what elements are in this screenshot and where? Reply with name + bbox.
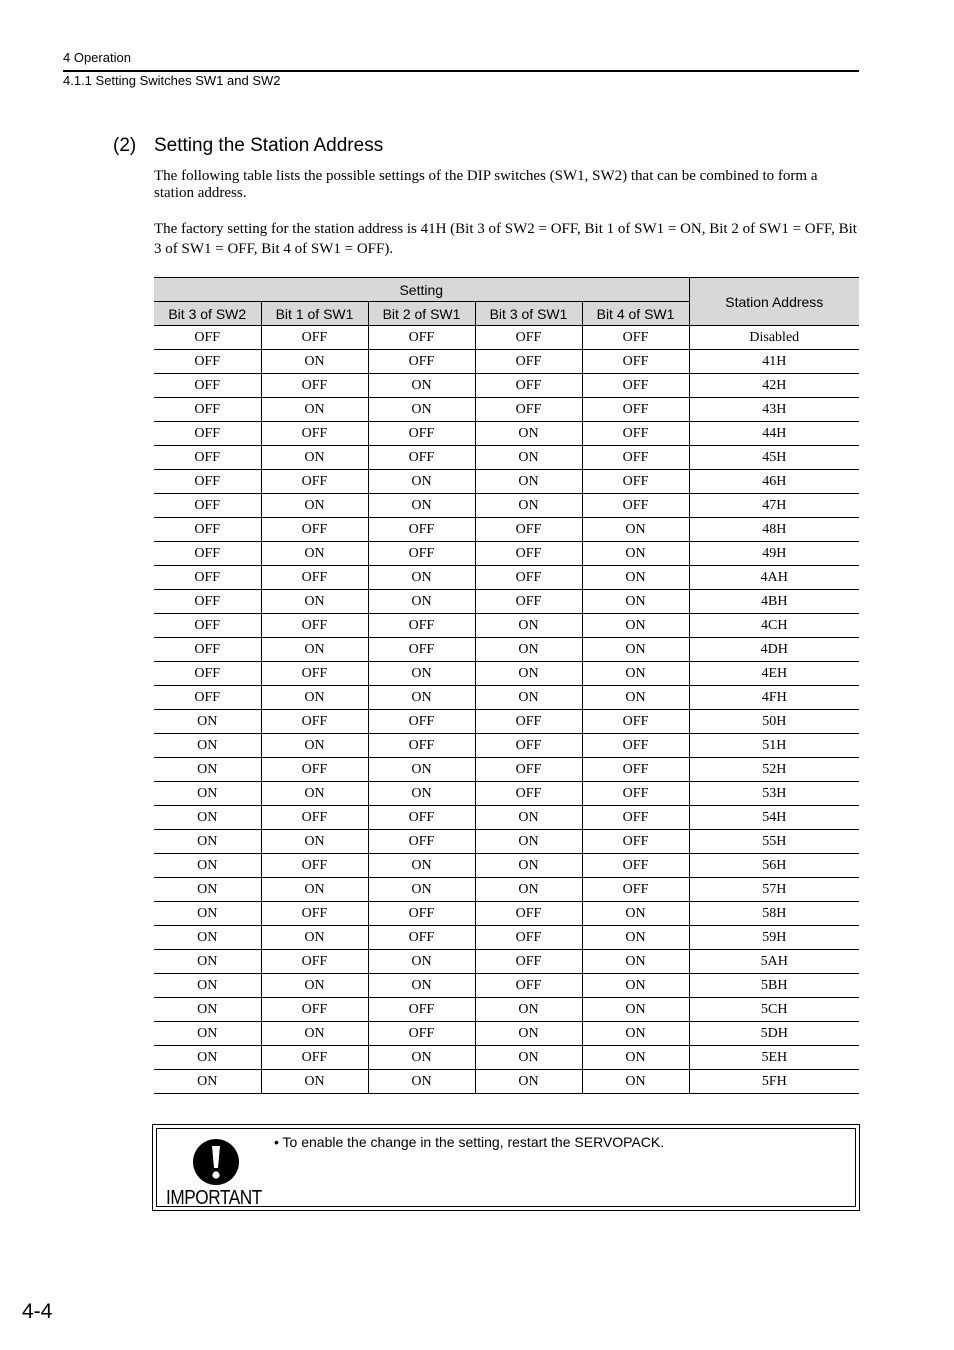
switch-state-cell: ON [261,878,368,902]
switch-state-cell: ON [154,878,261,902]
table-body [154,326,859,1094]
switch-state-cell: ON [154,1022,261,1046]
switch-state-cell: OFF [582,806,689,830]
switch-state-cell: ON [582,998,689,1022]
running-header-section: 4.1.1 Setting Switches SW1 and SW2 [63,73,281,88]
station-address-header: Station Address [689,278,859,326]
table-row [154,686,859,710]
column-header: Bit 3 of SW2 [154,302,261,326]
switch-state-cell: OFF [582,710,689,734]
switch-state-cell: ON [368,1070,475,1094]
intro-paragraph: The following table lists the possible settings of the DIP switches (SW1, SW2) that can be combined to form a station address. [154,168,818,201]
important-notice [152,1124,860,1211]
switch-state-cell: OFF [582,446,689,470]
switch-state-cell: ON [475,998,582,1022]
switch-state-cell: ON [261,590,368,614]
switch-state-cell: ON [154,998,261,1022]
table-row [154,830,859,854]
exclamation-icon [193,1139,239,1185]
table-row [154,710,859,734]
table-row [154,782,859,806]
switch-state-cell: ON [475,806,582,830]
switch-state-cell: OFF [154,638,261,662]
switch-state-cell: OFF [261,374,368,398]
table-row [154,446,859,470]
switch-state-cell: ON [154,782,261,806]
station-address-cell: 4AH [689,566,859,590]
switch-state-cell: OFF [261,998,368,1022]
switch-state-cell: OFF [368,542,475,566]
switch-state-cell: OFF [475,518,582,542]
table-row [154,542,859,566]
switch-state-cell: ON [154,974,261,998]
switch-state-cell: OFF [154,398,261,422]
switch-state-cell: OFF [368,446,475,470]
switch-state-cell: OFF [154,542,261,566]
station-address-cell: 55H [689,830,859,854]
switch-state-cell: ON [368,974,475,998]
switch-state-cell: ON [261,446,368,470]
switch-state-cell: ON [475,638,582,662]
station-address-cell: 52H [689,758,859,782]
switch-state-cell: ON [368,566,475,590]
table-row [154,422,859,446]
switch-state-cell: OFF [261,422,368,446]
table-row [154,950,859,974]
switch-state-cell: OFF [154,494,261,518]
header-rule [63,70,859,72]
switch-state-cell: ON [261,1070,368,1094]
switch-state-cell: OFF [582,758,689,782]
station-address-cell: 59H [689,926,859,950]
switch-state-cell: OFF [582,398,689,422]
switch-state-cell: ON [154,830,261,854]
switch-state-cell: ON [154,734,261,758]
switch-state-cell: ON [261,734,368,758]
station-address-table [154,277,859,1094]
switch-state-cell: OFF [154,662,261,686]
column-header: Bit 4 of SW1 [582,302,689,326]
switch-state-cell: ON [475,830,582,854]
switch-state-cell: OFF [368,614,475,638]
table-row [154,974,859,998]
switch-state-cell: ON [475,494,582,518]
station-address-cell: 42H [689,374,859,398]
table-row [154,1046,859,1070]
table-row [154,998,859,1022]
table-row [154,1070,859,1094]
switch-state-cell: OFF [475,926,582,950]
switch-state-cell: OFF [582,878,689,902]
switch-state-cell: OFF [368,998,475,1022]
station-address-cell: 51H [689,734,859,758]
table-row [154,1022,859,1046]
switch-state-cell: OFF [261,806,368,830]
station-address-cell: 47H [689,494,859,518]
switch-state-cell: ON [261,1022,368,1046]
switch-state-cell: OFF [582,830,689,854]
table-row [154,494,859,518]
table-row [154,902,859,926]
switch-state-cell: ON [582,1022,689,1046]
switch-state-cell: ON [582,1070,689,1094]
switch-state-cell: ON [368,878,475,902]
section-heading [113,135,383,157]
switch-state-cell: OFF [261,662,368,686]
switch-state-cell: ON [582,518,689,542]
switch-state-cell: OFF [582,374,689,398]
switch-state-cell: OFF [475,350,582,374]
switch-state-cell: ON [261,926,368,950]
switch-state-cell: OFF [261,614,368,638]
switch-state-cell: ON [154,854,261,878]
switch-state-cell: OFF [475,566,582,590]
switch-state-cell: ON [582,662,689,686]
table-row [154,518,859,542]
switch-state-cell: OFF [368,326,475,350]
switch-state-cell: OFF [475,326,582,350]
station-address-cell: 48H [689,518,859,542]
switch-state-cell: ON [475,686,582,710]
switch-state-cell: ON [261,398,368,422]
switch-state-cell: OFF [154,566,261,590]
station-address-cell: 49H [689,542,859,566]
switch-state-cell: ON [582,974,689,998]
switch-state-cell: ON [154,758,261,782]
station-address-cell: 5CH [689,998,859,1022]
switch-state-cell: OFF [475,398,582,422]
switch-state-cell: ON [475,1070,582,1094]
switch-state-cell: OFF [582,350,689,374]
page-number: 4-4 [22,1300,53,1323]
switch-state-cell: ON [154,710,261,734]
switch-state-cell: OFF [154,518,261,542]
table-row [154,590,859,614]
switch-state-cell: OFF [475,758,582,782]
switch-state-cell: ON [154,902,261,926]
table-row [154,638,859,662]
station-address-cell: 50H [689,710,859,734]
station-address-cell: 5BH [689,974,859,998]
important-label: IMPORTANT [166,1187,262,1209]
switch-state-cell: OFF [368,926,475,950]
table-row [154,758,859,782]
switch-state-cell: ON [368,374,475,398]
table-row [154,374,859,398]
switch-state-cell: OFF [475,734,582,758]
switch-state-cell: ON [368,470,475,494]
switch-state-cell: ON [261,350,368,374]
switch-state-cell: OFF [154,350,261,374]
switch-state-cell: OFF [261,950,368,974]
switch-state-cell: OFF [582,326,689,350]
switch-state-cell: ON [154,1046,261,1070]
station-address-cell: 5EH [689,1046,859,1070]
switch-state-cell: OFF [475,782,582,806]
switch-state-cell: OFF [261,854,368,878]
switch-state-cell: OFF [154,470,261,494]
switch-state-cell: ON [261,830,368,854]
switch-state-cell: ON [368,782,475,806]
switch-state-cell: ON [475,662,582,686]
switch-state-cell: OFF [154,326,261,350]
switch-state-cell: OFF [261,1046,368,1070]
switch-state-cell: OFF [368,902,475,926]
station-address-cell: 5FH [689,1070,859,1094]
switch-state-cell: OFF [154,422,261,446]
switch-state-cell: OFF [154,590,261,614]
station-address-cell: 5AH [689,950,859,974]
station-address-cell: 4CH [689,614,859,638]
switch-state-cell: ON [368,758,475,782]
switch-state-cell: ON [475,614,582,638]
station-address-cell: 41H [689,350,859,374]
switch-state-cell: OFF [261,518,368,542]
switch-state-cell: OFF [368,734,475,758]
switch-state-cell: OFF [582,494,689,518]
switch-state-cell: OFF [368,1022,475,1046]
column-header: Bit 1 of SW1 [261,302,368,326]
switch-state-cell: OFF [261,326,368,350]
switch-state-cell: ON [475,1022,582,1046]
switch-state-cell: OFF [368,806,475,830]
station-address-cell: 4EH [689,662,859,686]
station-address-cell: 56H [689,854,859,878]
switch-state-cell: ON [475,446,582,470]
station-address-cell: 4DH [689,638,859,662]
switch-state-cell: OFF [261,758,368,782]
table-row [154,326,859,350]
station-address-cell: 58H [689,902,859,926]
switch-state-cell: OFF [261,902,368,926]
switch-state-cell: ON [582,590,689,614]
switch-state-cell: OFF [475,950,582,974]
station-address-cell: 53H [689,782,859,806]
switch-state-cell: ON [475,854,582,878]
station-address-cell: 4BH [689,590,859,614]
switch-state-cell: ON [368,662,475,686]
switch-state-cell: OFF [261,566,368,590]
switch-state-cell: ON [582,614,689,638]
switch-state-cell: ON [261,686,368,710]
switch-state-cell: ON [582,950,689,974]
table-row [154,926,859,950]
station-address-cell: 43H [689,398,859,422]
switch-state-cell: OFF [368,830,475,854]
switch-state-cell: OFF [154,614,261,638]
switch-state-cell: ON [475,422,582,446]
table-row [154,350,859,374]
table-row [154,566,859,590]
section-title: Setting the Station Address [154,135,384,156]
table-row [154,734,859,758]
switch-state-cell: ON [582,1046,689,1070]
switch-state-cell: OFF [582,422,689,446]
important-notice-inner-frame [156,1128,856,1207]
switch-state-cell: ON [475,878,582,902]
switch-state-cell: ON [582,902,689,926]
switch-state-cell: OFF [368,710,475,734]
switch-state-cell: ON [368,590,475,614]
column-header: Bit 2 of SW1 [368,302,475,326]
station-address-cell: Disabled [689,326,859,350]
switch-state-cell: ON [154,926,261,950]
table-row [154,854,859,878]
switch-state-cell: ON [368,854,475,878]
station-address-cell: 5DH [689,1022,859,1046]
running-header-chapter: 4 Operation [63,50,131,65]
switch-state-cell: OFF [368,350,475,374]
station-address-cell: 46H [689,470,859,494]
switch-state-cell: OFF [582,734,689,758]
switch-state-cell: ON [582,638,689,662]
switch-state-cell: ON [261,542,368,566]
switch-state-cell: ON [582,686,689,710]
station-address-cell: 57H [689,878,859,902]
switch-state-cell: ON [154,1070,261,1094]
setting-group-header: Setting [154,278,689,302]
section-number: (2) [113,135,137,156]
switch-state-cell: OFF [475,902,582,926]
switch-state-cell: OFF [475,542,582,566]
switch-state-cell: OFF [475,974,582,998]
switch-state-cell: ON [261,974,368,998]
station-address-cell: 54H [689,806,859,830]
switch-state-cell: ON [261,638,368,662]
switch-state-cell: OFF [582,854,689,878]
switch-state-cell: ON [475,470,582,494]
switch-state-cell: OFF [154,446,261,470]
switch-state-cell: ON [582,566,689,590]
table-row [154,662,859,686]
switch-state-cell: ON [261,782,368,806]
switch-state-cell: ON [368,494,475,518]
switch-state-cell: OFF [261,710,368,734]
switch-state-cell: ON [475,1046,582,1070]
switch-state-cell: ON [368,950,475,974]
important-text: • To enable the change in the setting, restart the SERVOPACK. [274,1134,665,1150]
switch-state-cell: OFF [582,782,689,806]
switch-state-cell: ON [368,1046,475,1070]
table-row [154,398,859,422]
station-address-cell: 4FH [689,686,859,710]
switch-state-cell: OFF [368,518,475,542]
switch-state-cell: OFF [154,686,261,710]
switch-state-cell: OFF [368,422,475,446]
station-address-cell: 44H [689,422,859,446]
switch-state-cell: OFF [475,590,582,614]
switch-state-cell: OFF [475,710,582,734]
switch-state-cell: ON [582,926,689,950]
switch-state-cell: ON [154,806,261,830]
switch-state-cell: OFF [154,374,261,398]
switch-state-cell: OFF [475,374,582,398]
station-address-cell: 45H [689,446,859,470]
switch-state-cell: OFF [368,638,475,662]
table-row [154,614,859,638]
switch-state-cell: ON [582,542,689,566]
table-row [154,806,859,830]
switch-state-cell: ON [261,494,368,518]
column-header: Bit 3 of SW1 [475,302,582,326]
switch-state-cell: ON [368,686,475,710]
switch-state-cell: OFF [261,470,368,494]
table-row [154,878,859,902]
switch-state-cell: ON [154,950,261,974]
table-row [154,470,859,494]
switch-state-cell: OFF [582,470,689,494]
factory-setting-paragraph: The factory setting for the station address is 41H (Bit 3 of SW2 = OFF, Bit 1 of SW1 = ON, Bit 2 of SW1 = OFF, Bit 3 of SW1 = OFF, Bit 4 of SW1 = OFF). [154,221,857,257]
switch-state-cell: ON [368,398,475,422]
